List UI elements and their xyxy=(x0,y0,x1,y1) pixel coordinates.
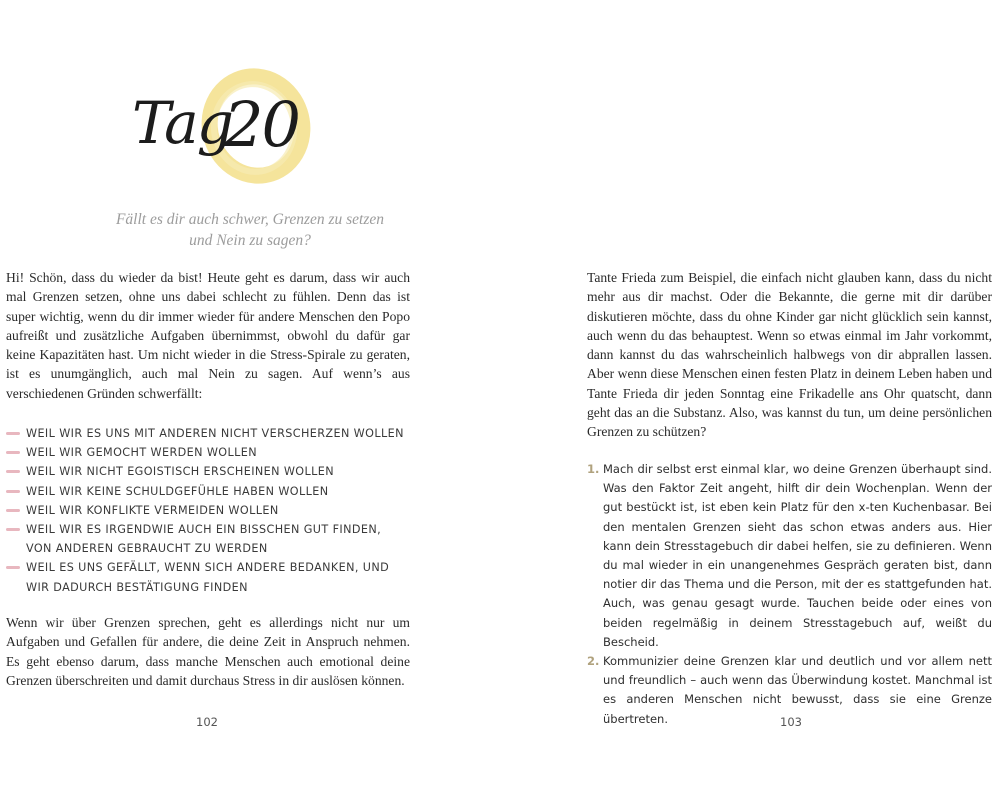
step-number: 2. xyxy=(587,654,600,669)
continuation-paragraph: Tante Frieda zum Beispiel, die einfach nicht glauben kann, dass du nicht mehr aus dir machst. Oder die Bekannte, die gerne mit dir darüber diskutieren möchte, dass du ohne Kinder gar nicht glücklich sein kannst, auch wenn du das behauptest. Wenn so etwas einmal im Jahr vorkommt, dann kannst du das wahrscheinlich halbwegs von dir abprallen lassen. Aber wenn diese Menschen einen festen Platz in deinem Leben haben und Tante Frieda dir jeden Sonntag eine Frikadelle ans Ohr quatscht, dann geht das an die Substanz. Also, was kannst du tun, um deine persönlichen Grenzen zu schützen? xyxy=(587,270,992,440)
list-item: WEIL ES UNS GEFÄLLT, WENN SICH ANDERE BEDANKEN, UND WIR DADURCH BESTÄTIGUNG FINDEN xyxy=(6,558,410,596)
step-text: Mach dir selbst erst einmal klar, wo deine Grenzen überhaupt sind. Was den Faktor Zeit angeht, hilft dir dein Wochenplan. Wenn der gut bestückt ist, ist eben kein Platz für den x-ten Kuchenbasar. Bei den mentalen Grenzen sieht das schon etwas anders aus. Hier kann dein Stresstagebuch dir dabei helfen, sie zu definieren. Wenn du mal wieder in ein unangenehmes Gespräch geraten bist, dann notier dir das Thema und die Person, mit der es stattgefunden hat. Auch, was genau gesagt wurde. Tauchen beide oder eines von beiden regelmäßig in deinem Stresstagebuch auf, weißt du Bescheid. xyxy=(603,462,992,649)
list-item: WEIL WIR ES UNS MIT ANDEREN NICHT VERSCHERZEN WOLLEN xyxy=(6,424,410,443)
right-page xyxy=(500,0,1000,800)
dash-bullet xyxy=(6,566,20,569)
dash-bullet xyxy=(6,470,20,473)
outro-paragraph: Wenn wir über Grenzen sprechen, geht es allerdings nicht nur um Aufgaben und Gefallen für andere, die deine Zeit in Anspruch nehmen. Es geht ebenso darum, dass manche Menschen auch emotional deine Grenzen überschreiten und damit durchaus Stress in dir auslösen können. xyxy=(6,615,410,688)
list-item: WEIL WIR ES IRGENDWIE AUCH EIN BISSCHEN GUT FINDEN, VON ANDEREN GEBRAUCHT ZU WERDEN xyxy=(6,520,410,558)
day-title xyxy=(128,68,328,208)
list-item: WEIL WIR NICHT EGOISTISCH ERSCHEINEN WOLLEN xyxy=(6,462,410,481)
page-number-right: 103 xyxy=(780,715,802,729)
day-word: Tag xyxy=(132,89,232,157)
step-number: 1. xyxy=(587,462,600,476)
list-item: WEIL WIR KEINE SCHULDGEFÜHLE HABEN WOLLEN xyxy=(6,482,410,501)
chapter-subtitle xyxy=(40,209,460,251)
intro-paragraph: Hi! Schön, dass du wieder da bist! Heute geht es darum, dass wir auch mal Grenzen setzen, ohne uns dabei schlecht zu fühlen. Denn das ist super wichtig, wenn du dir immer wieder für andere Menschen den Popo aufreißt und zusätzliche Aufgaben übernimmst, obwohl du dafür gar keine Kapazitäten hast. Um nicht wieder in die Stress-Spirale zu geraten, ist es unumgänglich, auch mal Nein zu sagen. Auf wenn’s aus verschiedenen Gründen schwerfällt: xyxy=(6,270,410,401)
subtitle-line-1: Fällt es dir auch schwer, Grenzen zu setzen xyxy=(115,211,385,228)
steps-list xyxy=(587,460,992,729)
dash-bullet xyxy=(6,509,20,512)
dash-bullet xyxy=(6,451,20,454)
list-item xyxy=(587,460,992,652)
dash-bullet xyxy=(6,432,20,435)
reasons-list xyxy=(6,424,410,597)
list-item: WEIL WIR KONFLIKTE VERMEIDEN WOLLEN xyxy=(6,501,410,520)
day-number: 20 xyxy=(224,88,299,161)
page-number-left: 102 xyxy=(196,715,218,729)
step-text: Kommunizier deine Grenzen klar und deutlich und vor allem nett und freundlich – auch wenn das Überwindung kostet. Manchmal ist es anderen Menschen nicht bewusst, dass sie eine Grenze übertreten. xyxy=(603,654,992,726)
dash-bullet xyxy=(6,490,20,493)
subtitle-line-2: und Nein zu sagen? xyxy=(189,232,311,249)
list-item: WEIL WIR GEMOCHT WERDEN WOLLEN xyxy=(6,443,410,462)
dash-bullet xyxy=(6,528,20,531)
